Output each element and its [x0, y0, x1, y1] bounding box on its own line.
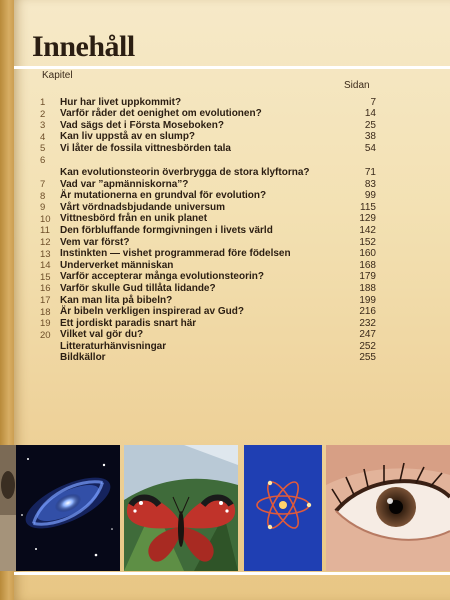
chapter-title: Vad var ”apmänniskorna”? [60, 178, 189, 190]
column-label-chapter: Kapitel [42, 70, 73, 81]
chapter-number [40, 352, 60, 353]
chapter-number: 5 [40, 143, 46, 155]
toc-row [40, 108, 376, 120]
chapter-page: 252 [359, 340, 376, 352]
chapter-page: 38 [364, 131, 376, 143]
chapter-page: 142 [359, 224, 376, 236]
chapter-page: 71 [364, 166, 376, 178]
chapter-number: 10 [40, 213, 51, 225]
chapter-page: 216 [359, 306, 376, 318]
chapter-title: Underverket människan [60, 259, 174, 271]
chapter-number: 2 [40, 108, 46, 120]
toc-row [40, 190, 376, 202]
toc-row [40, 154, 376, 178]
chapter-page: 168 [359, 259, 376, 271]
chapter-page: 179 [359, 271, 376, 283]
chapter-number: 12 [40, 236, 51, 248]
chapter-title: Vårt vördnadsbjudande universum [60, 201, 226, 213]
chapter-title: Vittnesbörd från en unik planet [60, 213, 208, 225]
toc-row [40, 213, 376, 225]
chapter-page: 188 [359, 282, 376, 294]
chapter-title: Den förbluffande formgivningen i livets värld [60, 224, 273, 236]
chapter-number: 9 [40, 202, 46, 214]
chapter-title: Varför accepterar många evolutionsteorin? [60, 271, 264, 283]
toc-row [40, 340, 376, 352]
toc-row [40, 306, 376, 318]
table-of-contents [40, 96, 376, 363]
chapter-page: 232 [359, 317, 376, 329]
toc-row [40, 119, 376, 131]
toc-row [40, 224, 376, 236]
chapter-page: 255 [359, 352, 376, 364]
chapter-page: 199 [359, 294, 376, 306]
toc-row [40, 259, 376, 271]
toc-row [40, 178, 376, 190]
toc-row [40, 236, 376, 248]
chapter-title: Vad sägs det i Första Moseboken? [60, 119, 224, 131]
toc-row [40, 201, 376, 213]
chapter-number: 18 [40, 306, 51, 318]
photo-strip [0, 445, 450, 571]
toc-row [40, 294, 376, 306]
chapter-title: Är mutationerna en grundval för evolution? [60, 190, 267, 202]
chapter-page: 99 [364, 190, 376, 202]
chapter-page: 160 [359, 248, 376, 260]
chapter-number: 14 [40, 260, 51, 272]
eye-photo [326, 445, 450, 571]
chapter-title: Ett jordiskt paradis snart här [60, 317, 197, 329]
chapter-number: 13 [40, 248, 51, 260]
chapter-page: 14 [364, 108, 376, 120]
toc-row [40, 352, 376, 364]
bottom-rule [14, 572, 450, 575]
chapter-page: 152 [359, 236, 376, 248]
chapter-number: 20 [40, 329, 51, 341]
chapter-title: Varför skulle Gud tillåta lidande? [60, 282, 216, 294]
chapter-number: 3 [40, 120, 46, 132]
top-rule [14, 66, 450, 69]
chapter-title: Instinkten — vishet programmerad före födelsen [60, 248, 291, 260]
chapter-title: Är bibeln verkligen inspirerad av Gud? [60, 306, 244, 318]
edge-photo [0, 445, 16, 571]
chapter-page: 115 [360, 201, 376, 213]
chapter-number: 7 [40, 178, 46, 190]
chapter-title: Kan evolutionsteorin överbrygga de stora klyftorna? [60, 166, 310, 178]
chapter-page: 247 [359, 329, 376, 341]
page-title: Innehåll [32, 30, 135, 63]
chapter-number: 6 [40, 154, 46, 166]
chapter-title: Litteraturhänvisningar [60, 340, 167, 352]
toc-row [40, 96, 376, 108]
chapter-number: 1 [40, 97, 46, 108]
chapter-title: Vem var först? [60, 236, 130, 248]
chapter-page: 54 [364, 142, 376, 154]
chapter-number: 15 [40, 271, 51, 283]
chapter-page: 25 [364, 119, 376, 131]
toc-row [40, 271, 376, 283]
chapter-title: Kan man lita på bibeln? [60, 294, 173, 306]
chapter-number: 19 [40, 318, 51, 330]
galaxy-photo [16, 445, 120, 571]
chapter-number: 16 [40, 283, 51, 295]
chapter-number: 4 [40, 131, 46, 143]
chapter-number: 11 [40, 225, 50, 237]
toc-row [40, 248, 376, 260]
chapter-title: Vilket val gör du? [60, 329, 144, 341]
chapter-title: Hur har livet uppkommit? [60, 96, 182, 108]
chapter-title: Vi låter de fossila vittnesbörden tala [60, 142, 231, 154]
butterfly-photo [124, 445, 238, 571]
chapter-page: 129 [359, 213, 376, 225]
chapter-page: 83 [364, 178, 376, 190]
toc-row [40, 131, 376, 143]
atom-photo [244, 445, 322, 571]
chapter-title: Kan liv uppstå av en slump? [60, 131, 196, 143]
toc-row [40, 282, 376, 294]
chapter-number: 17 [40, 294, 51, 306]
chapter-title: Varför råder det oenighet om evolutionen? [60, 108, 262, 120]
chapter-number: 8 [40, 190, 46, 202]
chapter-title: Bildkällor [60, 352, 106, 364]
chapter-page: 7 [370, 96, 376, 108]
toc-row [40, 142, 376, 154]
chapter-number [40, 340, 60, 341]
toc-row [40, 329, 376, 341]
toc-row [40, 317, 376, 329]
column-label-page: Sidan [344, 80, 370, 91]
